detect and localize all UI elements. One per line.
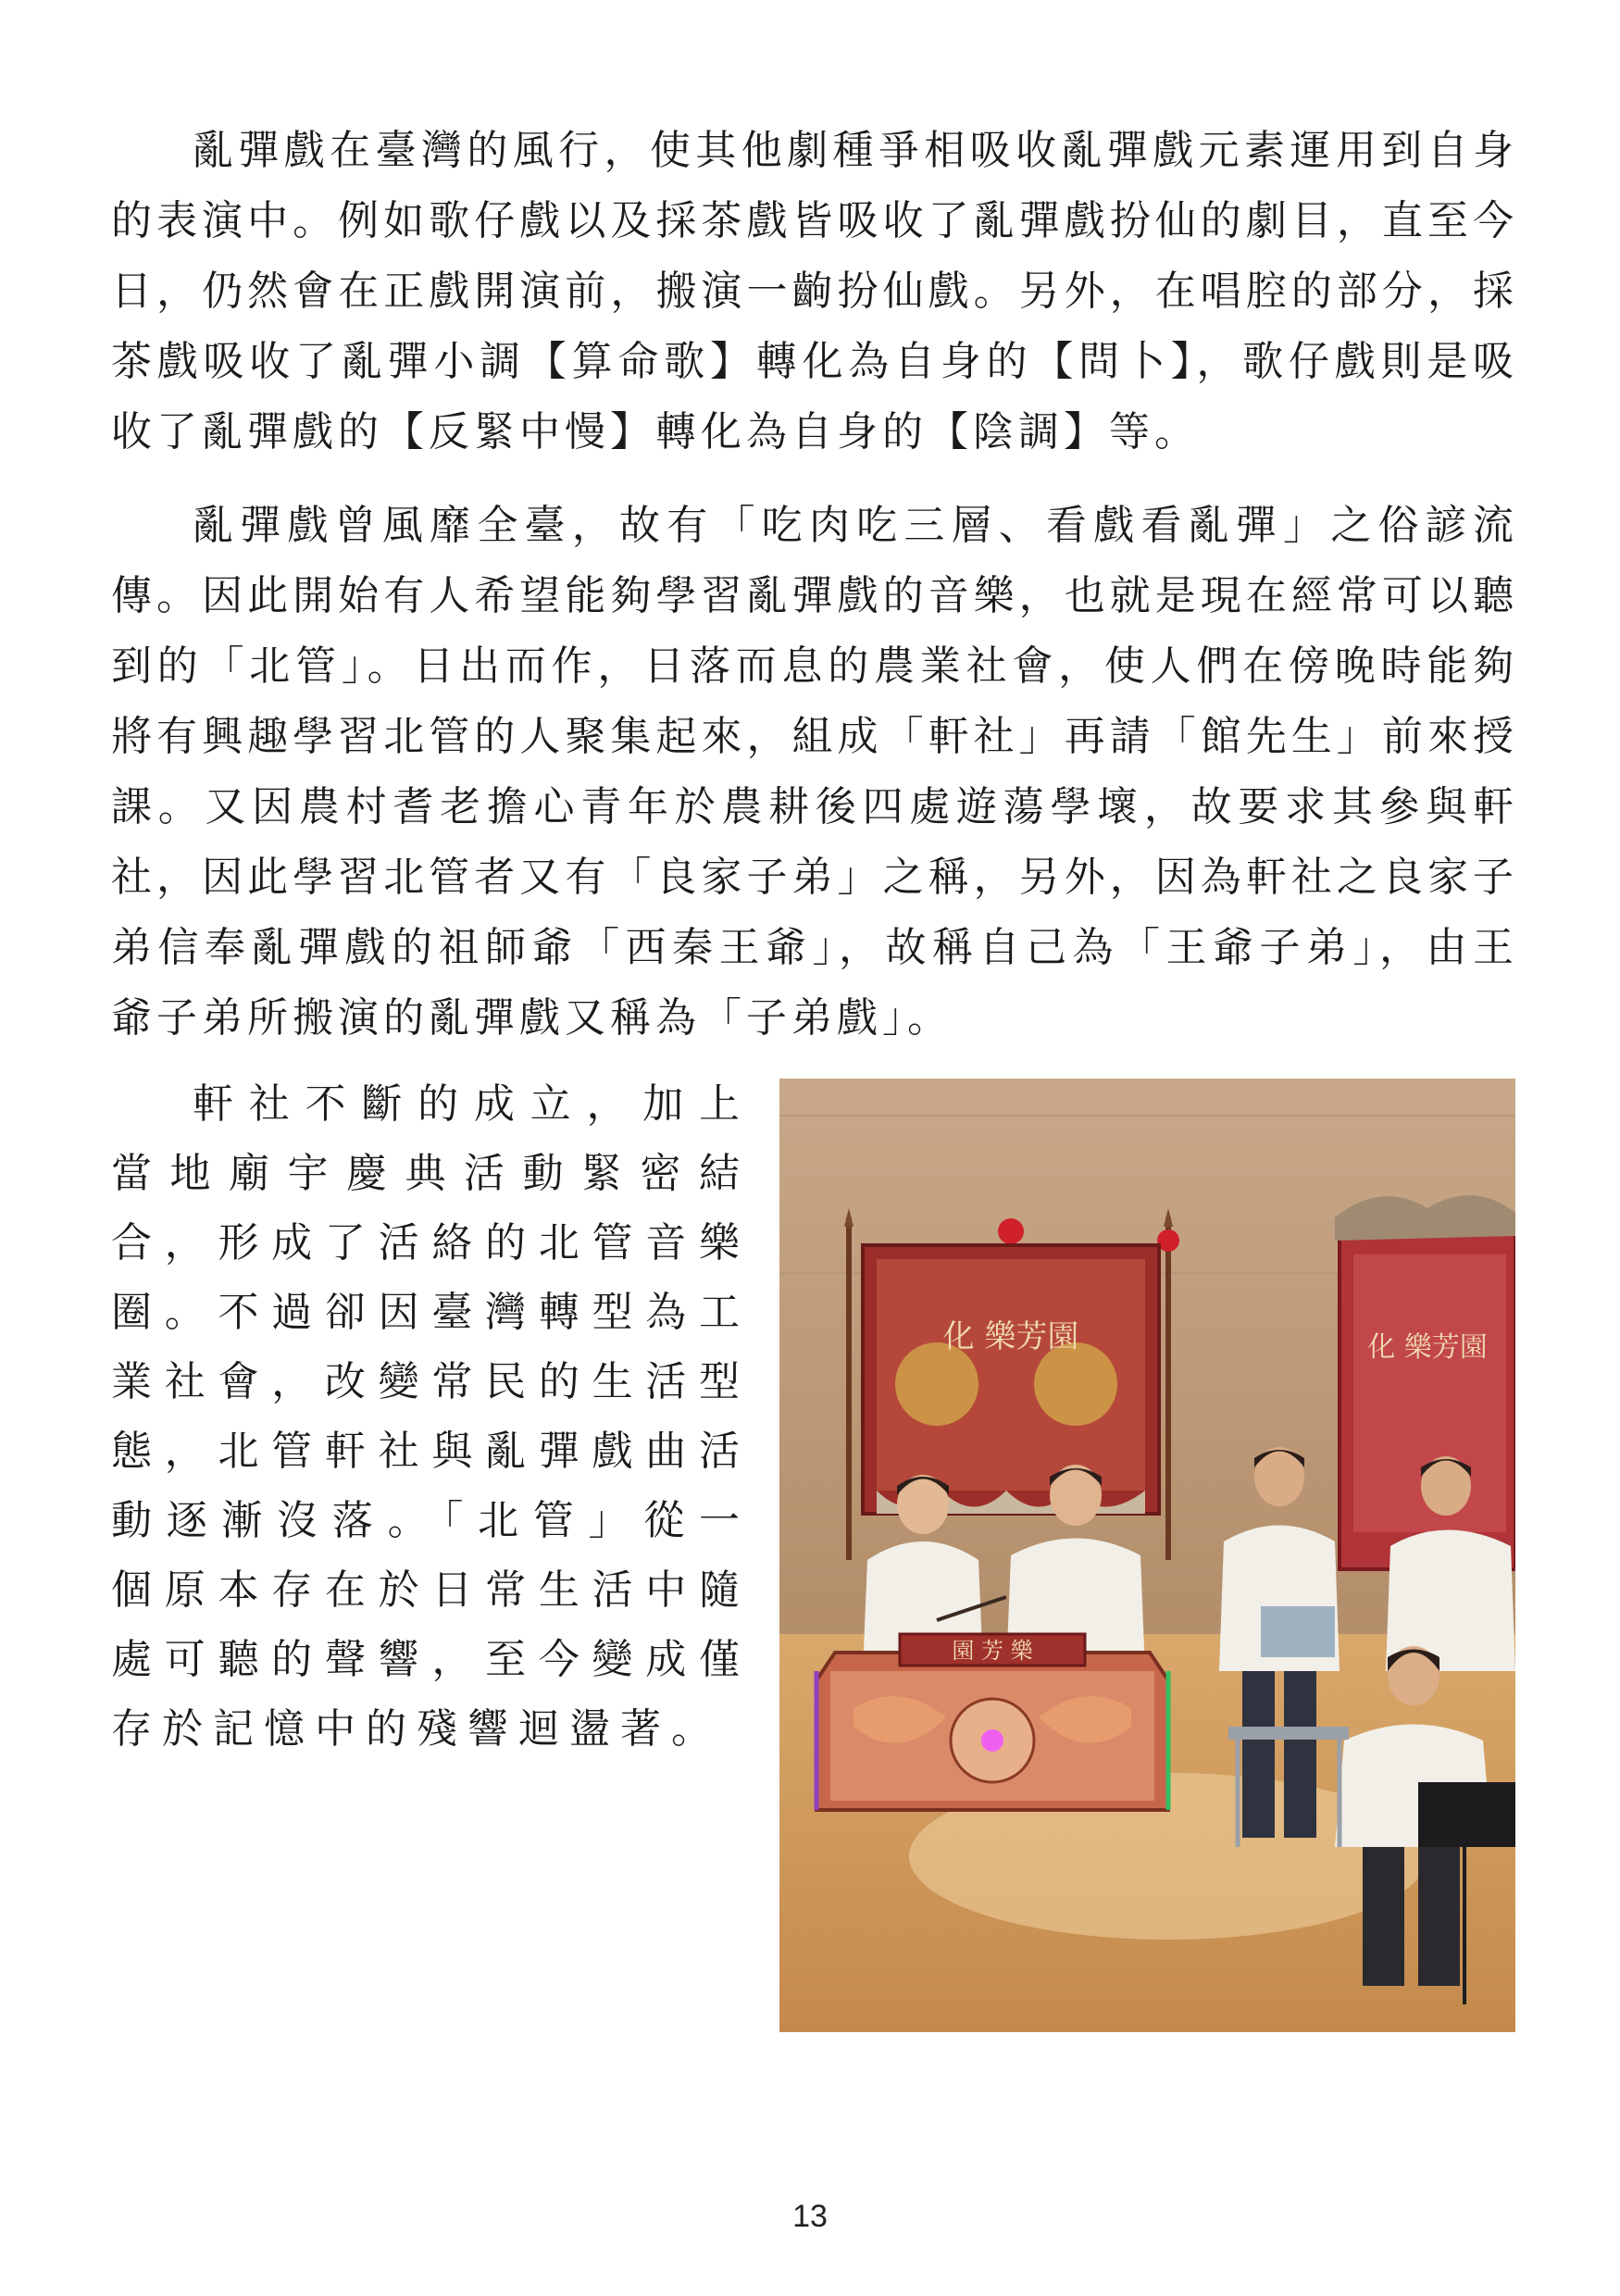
left-banner (844, 1208, 1179, 1560)
performance-illustration (779, 1079, 1515, 2032)
beiguan-performance-photo (779, 1079, 1515, 2032)
right-banner-text: 化 樂芳園 (1367, 1331, 1488, 1364)
carved-drum-stand (816, 1634, 1168, 1810)
right-banner (1335, 1195, 1515, 1569)
paragraph-3: 軒社不斷的成立，加上當地廟宇慶典活動緊密結合，形成了活絡的北管音樂圈。不過卻因臺灣轉型為工業社會，改變常民的生活型態，北管軒社與亂彈戲曲活動逐漸沒落。「北管」從一個原本存在於日常生活中隨處可聽的聲響，至今變成僅存於記憶中的殘響迴盪著。 (111, 1080, 750, 1753)
page-number: 13 (792, 2199, 828, 2234)
drum-plaque-text: 園 芳 樂 (952, 1638, 1033, 1664)
paragraph-1: 亂彈戲在臺灣的風行，使其他劇種爭相吸收亂彈戲元素運用到自身的表演中。例如歌仔戲以及採茶戲皆吸收了亂彈戲扮仙的劇目，直至今日，仍然會在正戲開演前，搬演一齣扮仙戲。另外，在唱腔的部分，採茶戲吸收了亂彈小調【算命歌】轉化為自身的【問卜】，歌仔戲則是吸收了亂彈戲的【反緊中慢】轉化為自身的【陰調】等。 (111, 127, 1518, 455)
left-banner-text: 化 樂芳園 (942, 1318, 1079, 1355)
paragraph-2: 亂彈戲曾風靡全臺，故有「吃肉吃三層、看戲看亂彈」之俗諺流傳。因此開始有人希望能夠學習亂彈戲的音樂，也就是現在經常可以聽到的「北管」。日出而作，日落而息的農業社會，使人們在傍晚時能夠將有興趣學習北管的人聚集起來，組成「軒社」再請「館先生」前來授課。又因農村耆老擔心青年於農耕後四處遊蕩學壞，故要求其參與軒社，因此學習北管者又有「良家子弟」之稱，另外，因為軒社之良家子弟信奉亂彈戲的祖師爺「西秦王爺」，故稱自己為「王爺子弟」，由王爺子弟所搬演的亂彈戲又稱為「子弟戲」。 (111, 502, 1518, 1042)
